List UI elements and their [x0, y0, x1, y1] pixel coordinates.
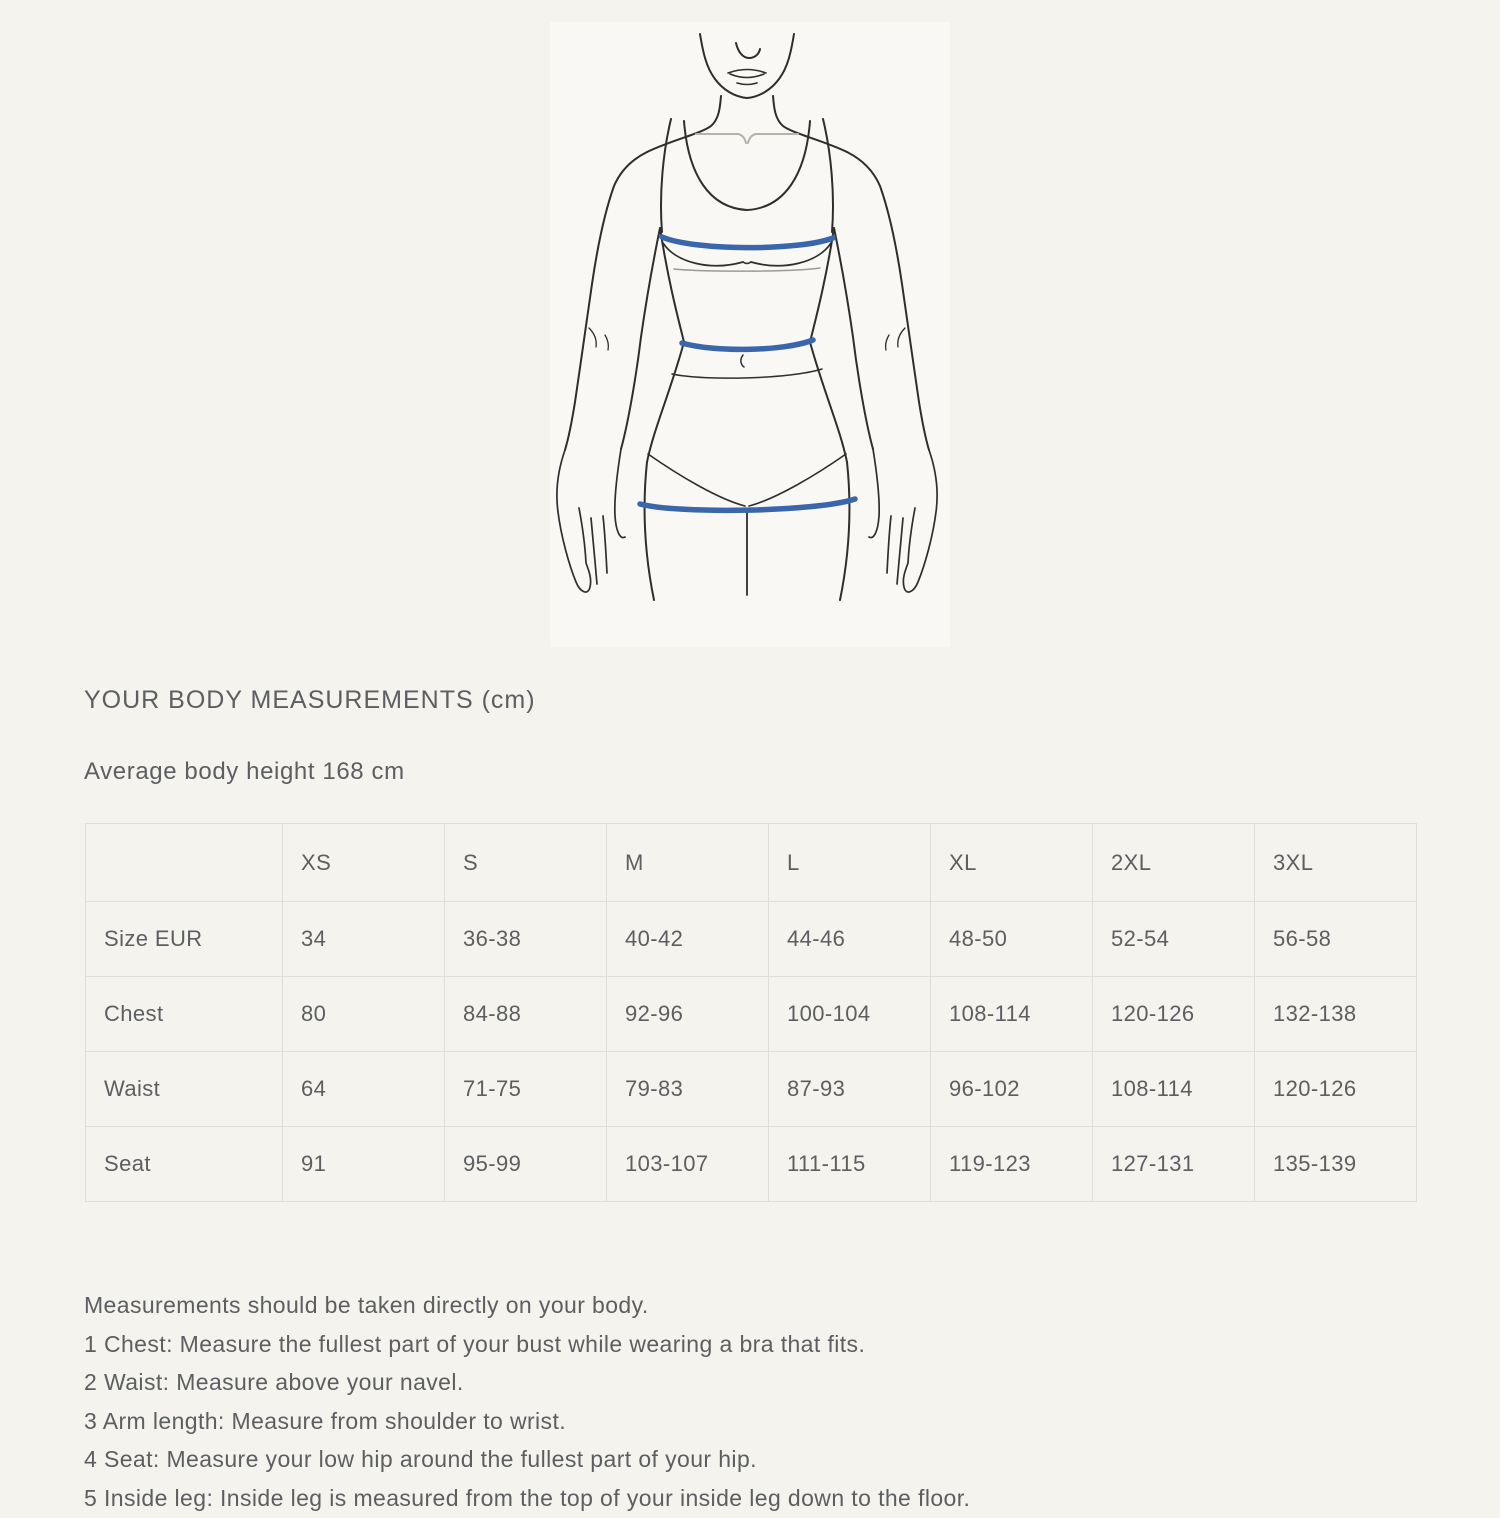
table-cell: 48-50 [931, 902, 1093, 977]
size-col-header-2xl: 2XL [1093, 824, 1255, 902]
arm-inner-right [834, 228, 873, 449]
table-row-waist [86, 1052, 1417, 1127]
table-cell: 96-102 [931, 1052, 1093, 1127]
bra-outer-left [661, 119, 671, 232]
elbow-crease-right [886, 328, 905, 350]
jaw-left [700, 34, 747, 98]
table-cell: 111-115 [769, 1127, 931, 1202]
table-row-seat [86, 1127, 1417, 1202]
size-col-header-3xl: 3XL [1255, 824, 1417, 902]
elbow-crease-left [589, 328, 608, 350]
table-cell: 91 [283, 1127, 445, 1202]
table-cell: 127-131 [1093, 1127, 1255, 1202]
table-cell: 119-123 [931, 1127, 1093, 1202]
table-cell: 71-75 [445, 1052, 607, 1127]
collarbone-line [696, 134, 798, 143]
size-table-corner-cell [86, 824, 283, 902]
note-line: 4 Seat: Measure your low hip around the fullest part of your hip. [84, 1446, 757, 1473]
bra-band-line [674, 268, 820, 271]
table-cell: 120-126 [1255, 1052, 1417, 1127]
table-cell: 36-38 [445, 902, 607, 977]
table-cell: 56-58 [1255, 902, 1417, 977]
row-label: Size EUR [86, 902, 283, 977]
table-cell: 84-88 [445, 977, 607, 1052]
table-cell: 108-114 [931, 977, 1093, 1052]
arm-outer-right [847, 152, 929, 450]
table-cell: 40-42 [607, 902, 769, 977]
hand-right [869, 449, 937, 592]
table-cell: 34 [283, 902, 445, 977]
table-row-size-eur [86, 902, 1417, 977]
row-label: Seat [86, 1127, 283, 1202]
table-row-chest [86, 977, 1417, 1052]
note-line: 2 Waist: Measure above your navel. [84, 1369, 464, 1396]
light-guide-lines [674, 134, 820, 271]
size-table-header-row [86, 824, 1417, 902]
row-label: Waist [86, 1052, 283, 1127]
chest-measure-line [662, 237, 833, 248]
note-line: Measurements should be taken directly on your body. [84, 1292, 649, 1318]
body-measurement-figure-box [550, 22, 950, 647]
table-cell: 120-126 [1093, 977, 1255, 1052]
section-subtitle: Average body height 168 cm [84, 758, 405, 785]
torso-left [645, 228, 684, 600]
hand-left [557, 449, 625, 592]
section-title: YOUR BODY MEASUREMENTS (cm) [84, 686, 536, 714]
table-cell: 64 [283, 1052, 445, 1127]
size-col-header-xl: XL [931, 824, 1093, 902]
panty-curve-left [648, 454, 745, 506]
body-outline [557, 34, 937, 600]
mouth-outline [728, 70, 766, 85]
table-cell: 100-104 [769, 977, 931, 1052]
waist-measure-line [682, 340, 813, 349]
bra-outer-right [823, 119, 833, 232]
size-col-header-m: M [607, 824, 769, 902]
bust-curve-center [743, 262, 751, 264]
arm-inner-left [621, 228, 660, 449]
table-cell: 52-54 [1093, 902, 1255, 977]
torso-right [810, 228, 849, 600]
note-line: 3 Arm length: Measure from shoulder to wrist. [84, 1407, 567, 1434]
nose-outline [736, 43, 760, 58]
body-measurement-figure [550, 22, 950, 642]
note-line: 5 Inside leg: Inside leg is measured from the top of your inside leg down to the floor. [84, 1484, 971, 1511]
table-cell: 87-93 [769, 1052, 931, 1127]
size-table [85, 823, 1417, 1202]
table-cell: 103-107 [607, 1127, 769, 1202]
underwear-waistband [672, 369, 822, 378]
size-col-header-xs: XS [283, 824, 445, 902]
size-col-header-l: L [769, 824, 931, 902]
measurement-notes [84, 1286, 1464, 1518]
table-cell: 132-138 [1255, 977, 1417, 1052]
table-cell: 135-139 [1255, 1127, 1417, 1202]
table-cell: 79-83 [607, 1052, 769, 1127]
table-cell: 92-96 [607, 977, 769, 1052]
navel-mark [741, 355, 744, 367]
table-cell: 108-114 [1093, 1052, 1255, 1127]
table-cell: 44-46 [769, 902, 931, 977]
jaw-right [747, 34, 794, 98]
panty-curve-right [749, 454, 846, 506]
seat-measure-line [640, 499, 855, 510]
note-line: 1 Chest: Measure the fullest part of your bust while wearing a bra that fits. [84, 1330, 866, 1357]
size-col-header-s: S [445, 824, 607, 902]
row-label: Chest [86, 977, 283, 1052]
table-cell: 80 [283, 977, 445, 1052]
arm-outer-left [565, 152, 647, 450]
table-cell: 95-99 [445, 1127, 607, 1202]
